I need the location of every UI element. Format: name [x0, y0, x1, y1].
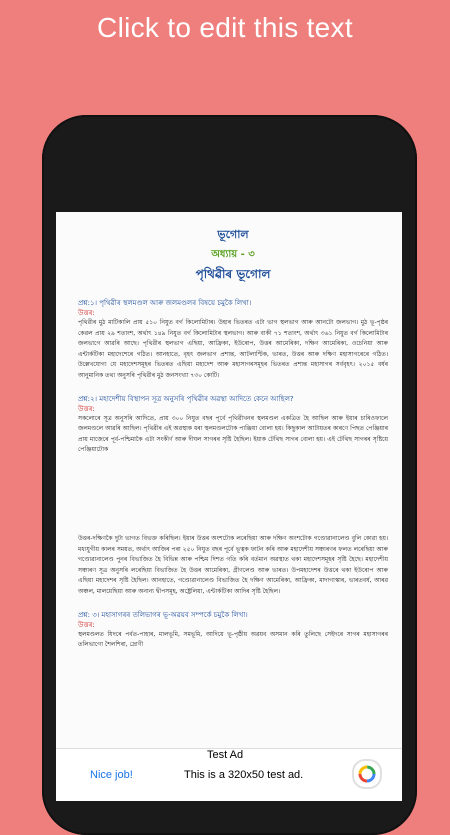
phone-notch [151, 132, 301, 154]
answer-text-2-continued: উত্তৰ-দক্ষিণকৈ দুটা ভাগত বিভক্ত কৰিছিল। ইয়াৰ উত্তৰ অংশটোক লৰেছিয়া আৰু দক্ষিণ অংশটোক গণ্ডোৱানালেণ্ড বুলি কোৱা হয়। মধ্যযুগীয় কালৰ সময়ত, অৰ্থাৎ আজিৰ পৰা ২৫০ নিযুত বছৰ পূৰ্বে ভূত্বক ফাটন কৰি আৰু মহাদেশীয় সঞ্চাৰণৰ ফলত লৰেছিয়া আৰু গণ্ডোৱানালেণ্ড পুনৰ বিভাজিত হৈ বিভিন্ন আৰু পশ্চিম দিশত গতি কৰি বৰ্তমান অৱস্থাত থকা মহাদেশসমূহৰ সৃষ্টি হৈছে। মহাদেশীয় সঞ্চাৰণ সূত্ৰ অনুসৰি লৰেছিয়া বিভাজিত হৈ উত্তৰ আমেৰিকা, গ্ৰীণলেণ্ড আৰু ভাৰত। উপমহাদেশৰ উত্তৰে থকা ইউৰোপ আৰু এছিয়া মহাদেশৰ সৃষ্টি হৈছিল। আনহাতে, গণ্ডোৱানালেণ্ড বিভাজিত হৈ দক্ষিণ আমেৰিকা, আফ্ৰিকা, মাদাগাস্কাৰ, ভাৰতবৰ্ষ, আৰৱ অঞ্চল, মালয়েছিয়া আৰু অনান্য দ্বীপসমূহ, অষ্ট্ৰেলিয়া, এন্টাৰ্কটিকা আদিৰ সৃষ্টি হৈছিল। [78, 534, 388, 595]
question-2: প্ৰশ্ন:২। মহাদেশীয় বিস্থাপন সূত্ৰ অনুসৰি পৃথিৱীৰ অৱস্থা আদিতে কেনে আছিল? [78, 394, 294, 403]
question-3: প্ৰশ্ন: ৩। মহাসাগৰৰ তলিভাগৰ ভূ-অৱয়ব সম্পৰ্কে চমুকৈ লিখা। [78, 610, 248, 619]
ad-choices-icon[interactable] [352, 759, 382, 789]
answer-label-1: উত্তৰ: [78, 309, 95, 317]
answer-text-2: সকলোৰে সূত্ৰ অনুসৰি আদিতে, প্ৰায় ৩০০ নিযুত বছৰ পূৰ্বে পৃথিৱীখনৰ স্থলমণ্ডল একত্ৰিত হৈ আছিল আৰু ইয়াৰ চাৰিওফালে জলমণ্ডলে আৱৰি আছিল। পৃথিৱীৰ এই অৱস্থাক ধৰা স্থলমণ্ডলটোক পাঞ্জিয়া বোলা হয়। কিছুকাল আটায়তৰ কাৰণে পিছত পেঞ্জিয়াৰ প্ৰায় মাজেৰে পূৰ্ব-পশ্চিমাকৈ এটা সংকীৰ্ণ আৰু দীঘল সাগৰৰ সৃষ্টি হৈছিল। ইয়াক টেথিছ সাগৰ বোলা হয়। এই টেথিছ সাগৰৰ সৃষ্টিয়ে পেঞ্জিয়াটোক [78, 414, 388, 454]
page-gap [78, 456, 388, 534]
chapter-title: অধ্যায় - ৩ [211, 249, 255, 260]
question-1: প্ৰশ্ন:১। পৃথিৱীৰ স্থলমণ্ডল আৰু জলমণ্ডলৰ বিষয়ে চমুকৈ লিখা। [78, 299, 252, 307]
ad-badge: Test Ad [204, 749, 246, 761]
document-screen[interactable] [56, 212, 402, 800]
answer-text-3: স্থলমণ্ডলত যিদৰে পৰ্বত-পাহাৰ, মালভূমি, সমভূমি, আদিয়ে ভূ-পৃষ্ঠীয় অৱয়ব অসমান কৰি তুলিছে সেইদৰে সাগৰ মহাসাগৰৰ তলিভাগো শৈলশিৰা, দ্ৰোণী [78, 630, 388, 649]
ad-left-text[interactable]: Nice job! [90, 769, 133, 781]
topic-title: পৃথিৱীৰ ভূগোল [195, 267, 271, 281]
answer-label-2: উত্তৰ: [78, 404, 95, 413]
edit-text-headline[interactable]: Click to edit this text [97, 12, 353, 43]
ad-banner[interactable] [56, 748, 402, 801]
ad-body-text[interactable]: This is a 320x50 test ad. [184, 769, 304, 781]
document-page [78, 212, 388, 651]
answer-text-1: পৃথিৱীৰ মুঠ মাটিকালি প্ৰায় ৫১০ নিযুত বৰ্গ কিলোমিটাৰ। উহাৰ ভিতৰত এটা ভাগ স্থলভাগ আৰু আনটো জলভাগ। মুঠ ভূ-পৃষ্ঠৰ কেৱল প্ৰায় ২৯ শতাংশ, অৰ্থাৎ ১৪৯ নিযুত বৰ্গ কিলোমিটাৰ স্থলভাগ। আৰু বাকী ৭১ শতাংশ, অৰ্থাৎ ৩৬১ নিযুত বৰ্গ কিলোমিটাৰ জলভাগে আৱৰি আছে। পৃথিৱীৰ স্থলভাগ এছিয়া, আফ্ৰিকা, ইউৰোপ, উত্তৰ আমেৰিকা, দক্ষিণ আমেৰিকা, ওচেনিয়া আৰু এন্টাৰ্কটিকা মহাদেশেৰে গঠিত। আনহাতে, বৃহৎ জলভাগ প্ৰশান্ত, আটলাণ্টিক, ভাৰত, উত্তৰ আৰু দক্ষিণ মহাসাগৰেৰে গঠিত। উল্লেখযোগ্য যে মহাদেশসমূহৰ ভিতৰত এছিয়া মহাদেশ আৰু মহাসাগৰসমূহৰ ভিতৰত প্ৰশান্ত মহাসাগৰ সৰ্ববৃহৎ। ২০১৫ বৰ্ষৰ আনুমানিক তথ্য অনুসৰি পৃথিৱীৰ মুঠ জনসংখ্যা ৭৩০ কোটি। [78, 319, 388, 379]
answer-label-3: উত্তৰ: [78, 620, 95, 629]
subject-title: ভূগোল [217, 228, 249, 241]
